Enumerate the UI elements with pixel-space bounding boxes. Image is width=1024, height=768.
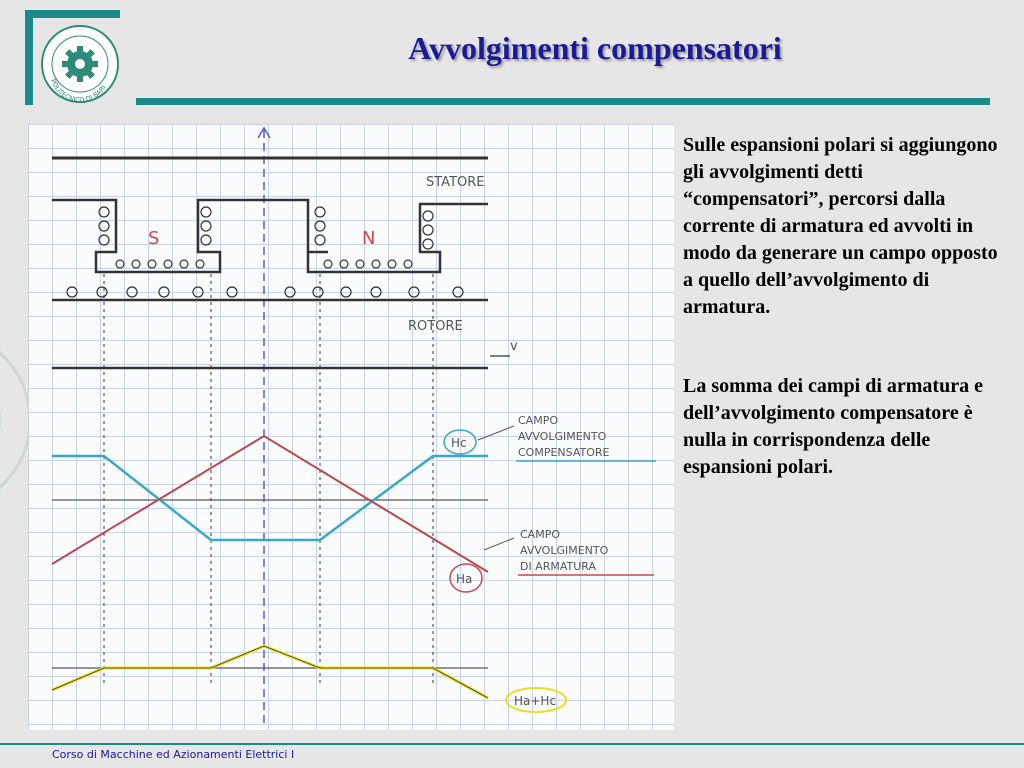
comp-field-label-2: AVVOLGIMENTO xyxy=(518,430,607,443)
arm-arrow-icon xyxy=(484,538,514,550)
stator-pole-s xyxy=(52,200,328,272)
page-title: Avvolgimenti compensatori xyxy=(408,30,782,66)
footer-rule xyxy=(0,743,1024,745)
arm-field-label-1: CAMPO xyxy=(520,528,560,541)
compensating-field-curve xyxy=(52,456,488,540)
header-frame-left xyxy=(25,10,33,105)
sum-field-outline xyxy=(52,646,488,698)
velocity-label: v xyxy=(510,339,518,354)
rotor-label: ROTORE xyxy=(408,319,463,334)
comp-field-label-1: CAMPO xyxy=(518,414,558,427)
ha-label: Ha xyxy=(456,572,473,586)
pole-label-n: N xyxy=(362,228,376,249)
comp-field-label-3: COMPENSATORE xyxy=(518,446,610,459)
projection-lines xyxy=(104,274,433,684)
header-frame-top xyxy=(25,10,120,18)
footer-course: Corso di Macchine ed Azionamenti Elettrici I xyxy=(52,748,295,761)
arm-field-label-3: DI ARMATURA xyxy=(520,560,597,573)
paragraph-1: Sulle espansioni polari si aggiungono gli avvolgimenti detti “compensatori”, percorsi dalla corrente di armatura ed avvolti in modo da generare un campo opposto a quello dell’avvolgimento di armatura. xyxy=(683,134,998,318)
svg-text:CAMPO AVVOLGIMENTO xyxy=(520,528,612,573)
stator-label: STATORE xyxy=(426,175,485,190)
stator-pole-n xyxy=(308,204,488,272)
slide-body xyxy=(683,132,998,481)
comp-arrow-icon xyxy=(478,426,514,440)
pole-label-s: S xyxy=(148,228,160,249)
arm-field-label-2: AVVOLGIMENTO xyxy=(520,544,609,557)
sum-field-curve xyxy=(52,646,488,698)
paragraph-2: La somma dei campi di armatura e dell’avvolgimento compensatore è nulla in corrispondenza delle espansioni polari. xyxy=(683,375,983,478)
svg-text:CAMPO AVVOLGIMENTO xyxy=(518,414,610,459)
politecnico-logo xyxy=(38,22,122,106)
title-rule xyxy=(136,98,990,105)
gear-icon xyxy=(62,46,98,82)
hsum-label: Ha+Hc xyxy=(514,694,557,708)
logo-text: POLITECNICO DI BARI xyxy=(49,77,108,105)
hc-label: Hc xyxy=(451,436,467,450)
hand-drawn-figure xyxy=(28,124,674,730)
armature-field-curve xyxy=(52,436,488,572)
armature-conductors xyxy=(67,287,463,297)
